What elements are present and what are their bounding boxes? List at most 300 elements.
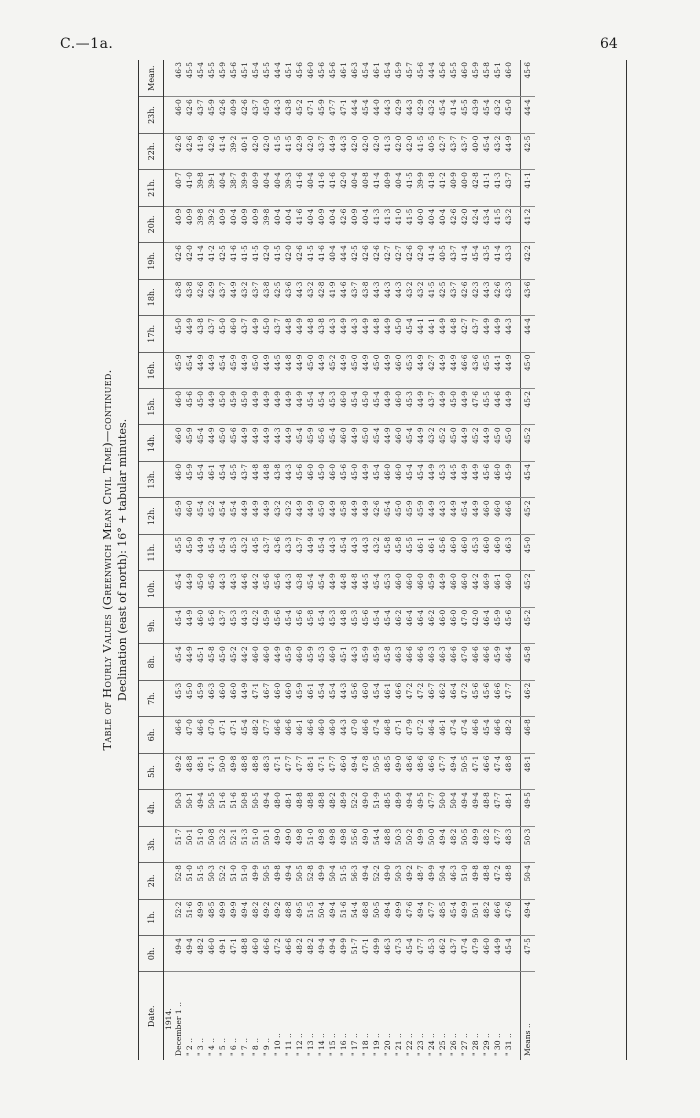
column-header: 21h. <box>139 170 164 206</box>
table-cell: 45·2 <box>327 352 338 388</box>
table-cell: 45·5 <box>228 461 239 497</box>
table-cell: 45·9 <box>371 644 382 680</box>
table-cell: 50·5 <box>459 826 470 862</box>
table-cell: 54·4 <box>371 826 382 862</box>
table-cell: 44·9 <box>415 425 426 461</box>
table-cell: 45·4 <box>217 352 228 388</box>
table-cell: 51·0 <box>305 826 316 862</box>
table-cell: 41·2 <box>437 170 448 206</box>
table-cell: 44·3 <box>272 425 283 461</box>
table-cell: 46·6 <box>481 753 492 789</box>
table-cell: 42·9 <box>393 97 404 133</box>
table-cell: 45·8 <box>206 644 217 680</box>
table-cell: 47·0 <box>459 607 470 643</box>
table-row <box>283 60 294 1060</box>
table-cell: 49·9 <box>426 863 437 899</box>
table-cell: 45·0 <box>217 316 228 352</box>
table-cell: 43·2 <box>305 279 316 315</box>
table-cell: 44·3 <box>349 534 360 570</box>
table-cell: 44·9 <box>382 316 393 352</box>
table-row <box>459 60 470 1060</box>
table-cell: 45·5 <box>206 60 217 97</box>
table-row <box>448 60 459 1060</box>
table-cell: 46·0 <box>415 571 426 607</box>
table-cell: 42·6 <box>217 97 228 133</box>
table-cell: 49·9 <box>459 899 470 935</box>
table-cell: 45·0 <box>195 571 206 607</box>
table-cell: 44·9 <box>294 352 305 388</box>
table-cell: 49·0 <box>360 826 371 862</box>
empty-cell <box>164 461 174 497</box>
table-cell: 46·6 <box>261 936 272 972</box>
table-cell: 44·9 <box>283 388 294 424</box>
table-cell: 42·6 <box>294 243 305 279</box>
table-cell: 44·3 <box>360 534 371 570</box>
table-row <box>206 60 217 1060</box>
table-cell: 45·3 <box>404 352 415 388</box>
table-cell: 50·4 <box>316 899 327 935</box>
table-cell: 48·8 <box>382 826 393 862</box>
table-cell: 43·7 <box>316 133 327 169</box>
table-cell: 47·7 <box>261 717 272 753</box>
table-cell: 42·6 <box>360 243 371 279</box>
table-cell: 44·9 <box>360 498 371 534</box>
table-cell: 46·6 <box>283 717 294 753</box>
table-row <box>184 60 195 1060</box>
table-cell: 43·2 <box>239 534 250 570</box>
table-cell: 45·5 <box>261 60 272 97</box>
table-cell: 45·3 <box>173 680 184 716</box>
table-cell: 50·8 <box>239 790 250 826</box>
table-cell: 44·9 <box>349 425 360 461</box>
table-cell: 45·1 <box>492 60 503 97</box>
table-cell: 44·9 <box>239 680 250 716</box>
table-cell: 42·0 <box>470 607 481 643</box>
table-cell: 49·0 <box>272 826 283 862</box>
table-cell: 48·8 <box>316 790 327 826</box>
table-cell: 50·1 <box>184 790 195 826</box>
table-cell: 48·2 <box>327 790 338 826</box>
table-cell: 44·9 <box>360 461 371 497</box>
row-date-label: " 25 .. <box>438 1033 447 1056</box>
table-cell: 43·7 <box>250 279 261 315</box>
row-date-label: " 19 .. <box>372 1033 381 1056</box>
table-cell: 42·0 <box>184 243 195 279</box>
table-cell: 49·8 <box>338 826 349 862</box>
table-cell: 46·0 <box>173 388 184 424</box>
column-header: 1h. <box>139 899 164 935</box>
table-cell: 45·4 <box>415 461 426 497</box>
table-cell: 45·4 <box>481 717 492 753</box>
column-header: 10h. <box>139 571 164 607</box>
table-cell: 44·9 <box>492 936 503 972</box>
table-cell: 44·9 <box>250 425 261 461</box>
table-cell: 50·1 <box>261 826 272 862</box>
table-cell: 46·6 <box>503 498 514 534</box>
table-cell: 45·4 <box>184 352 195 388</box>
table-cell: 52·1 <box>228 826 239 862</box>
table-cell: 45·9 <box>492 644 503 680</box>
table-cell: 46·4 <box>503 644 514 680</box>
table-cell: 46·7 <box>261 680 272 716</box>
table-cell: 45·0 <box>521 534 536 570</box>
table-cell: 50·4 <box>437 863 448 899</box>
table-cell: 42·7 <box>382 243 393 279</box>
table-cell: 43·6 <box>272 534 283 570</box>
table-cell: 42·6 <box>184 133 195 169</box>
table-cell: 42·6 <box>173 133 184 169</box>
table-cell: 46·6 <box>470 717 481 753</box>
column-header: 7h. <box>139 680 164 716</box>
table-cell: 46·0 <box>459 60 470 97</box>
table-cell: 40·4 <box>305 170 316 206</box>
table-cell: 49·5 <box>294 899 305 935</box>
table-cell: 44·9 <box>426 498 437 534</box>
hourly-values-table <box>139 60 535 1060</box>
column-header: 19h. <box>139 243 164 279</box>
table-cell: 45·2 <box>521 388 536 424</box>
table-row <box>393 60 404 1060</box>
table-cell: 46·6 <box>459 352 470 388</box>
table-cell: 45·9 <box>415 498 426 534</box>
empty-cell <box>164 534 174 570</box>
table-cell: 45·2 <box>470 425 481 461</box>
table-cell: 40·5 <box>437 243 448 279</box>
table-cell: 41·5 <box>250 243 261 279</box>
table-cell: 49·9 <box>371 936 382 972</box>
table-cell: 46·3 <box>382 936 393 972</box>
table-cell: 44·3 <box>481 279 492 315</box>
table-cell: 41·4 <box>371 170 382 206</box>
table-cell: 47·7 <box>426 899 437 935</box>
table-cell: 47·3 <box>393 936 404 972</box>
table-cell: 47·1 <box>217 717 228 753</box>
table-cell: 45·4 <box>404 461 415 497</box>
empty-cell <box>164 425 174 461</box>
table-cell: 41·5 <box>283 133 294 169</box>
table-cell: 49·4 <box>327 899 338 935</box>
row-date-label: " 4 .. <box>207 1038 216 1056</box>
table-cell: 45·6 <box>437 534 448 570</box>
table-cell: 40·4 <box>305 206 316 242</box>
table-cell: 49·4 <box>184 936 195 972</box>
table-cell: 47·7 <box>492 790 503 826</box>
table-cell: 45·4 <box>294 425 305 461</box>
table-cell: 44·5 <box>360 571 371 607</box>
table-cell: 45·4 <box>283 607 294 643</box>
table-cell: 46·4 <box>404 607 415 643</box>
table-cell: 43·8 <box>272 461 283 497</box>
table-cell: 45·9 <box>184 425 195 461</box>
table-cell: 49·5 <box>521 790 536 826</box>
table-cell: 43·6 <box>521 279 536 315</box>
table-cell: 39·2 <box>206 206 217 242</box>
table-cell: 42·0 <box>415 243 426 279</box>
table-cell: 44·3 <box>437 498 448 534</box>
table-row <box>382 60 393 1060</box>
table-cell: 46·0 <box>173 97 184 133</box>
table-cell: 49·2 <box>261 899 272 935</box>
table-cell: 48·8 <box>283 899 294 935</box>
table-cell: 43·3 <box>503 243 514 279</box>
table-cell: 45·5 <box>459 97 470 133</box>
table-cell: 45·3 <box>382 571 393 607</box>
table-cell: 47·9 <box>470 936 481 972</box>
table-cell: 47·7 <box>294 753 305 789</box>
table-cell: 44·9 <box>206 388 217 424</box>
table-cell: 46·0 <box>217 680 228 716</box>
row-date-label: " 22 .. <box>405 1033 414 1056</box>
table-cell: 44·6 <box>338 279 349 315</box>
table-cell: 45·6 <box>206 607 217 643</box>
column-header: 9h. <box>139 607 164 643</box>
table-cell: 47·2 <box>492 863 503 899</box>
table-cell: 46·1 <box>437 717 448 753</box>
column-header: 4h. <box>139 790 164 826</box>
table-cell: 51·9 <box>371 790 382 826</box>
table-cell: 45·9 <box>393 60 404 97</box>
table-cell: 46·3 <box>426 644 437 680</box>
table-cell: 41·2 <box>521 206 536 242</box>
table-cell: 44·9 <box>503 133 514 169</box>
table-cell: 43·2 <box>371 534 382 570</box>
table-cell: 43·2 <box>239 279 250 315</box>
table-cell: 42·0 <box>261 133 272 169</box>
table-cell: 41·5 <box>305 243 316 279</box>
empty-cell <box>164 607 174 643</box>
table-cell: 44·2 <box>470 571 481 607</box>
table-cell: 50·3 <box>393 863 404 899</box>
table-cell: 47·0 <box>184 717 195 753</box>
table-cell: 43·7 <box>426 388 437 424</box>
table-cell: 45·8 <box>338 498 349 534</box>
table-cell: 43·8 <box>360 279 371 315</box>
table-cell: 44·8 <box>448 316 459 352</box>
table-cell: 45·7 <box>404 60 415 97</box>
table-cell: 43·2 <box>426 425 437 461</box>
table-cell: 42·5 <box>521 133 536 169</box>
table-cell: 49·4 <box>415 899 426 935</box>
table-cell: 42·7 <box>426 352 437 388</box>
table-cell: 49·4 <box>448 753 459 789</box>
table-cell: 46·2 <box>437 936 448 972</box>
column-header: 5h. <box>139 753 164 789</box>
table-cell: 44·3 <box>239 607 250 643</box>
table-cell: 43·7 <box>250 97 261 133</box>
table-cell: 43·8 <box>173 279 184 315</box>
table-cell: 45·2 <box>521 425 536 461</box>
table-cell: 44·3 <box>393 279 404 315</box>
table-cell: 45·4 <box>173 644 184 680</box>
empty-cell <box>164 206 174 242</box>
table-cell: 51·3 <box>239 826 250 862</box>
table-cell: 45·1 <box>283 60 294 97</box>
table-cell: 43·2 <box>283 498 294 534</box>
table-cell: 44·8 <box>305 316 316 352</box>
table-cell: 42·6 <box>338 206 349 242</box>
table-cell: 44·4 <box>349 97 360 133</box>
table-cell: 44·9 <box>261 425 272 461</box>
table-cell: 45·4 <box>173 571 184 607</box>
table-cell: 45·3 <box>327 388 338 424</box>
table-cell: 45·6 <box>327 60 338 97</box>
table-cell: 50·5 <box>261 863 272 899</box>
table-cell: 46·0 <box>294 644 305 680</box>
table-cell: 44·8 <box>283 316 294 352</box>
table-cell: 45·5 <box>173 534 184 570</box>
table-cell: 50·5 <box>250 790 261 826</box>
table-cell: 43·7 <box>448 133 459 169</box>
table-cell: 44·9 <box>382 425 393 461</box>
row-date-label: " 10 .. <box>273 1033 282 1056</box>
table-cell: 41·4 <box>426 243 437 279</box>
table-cell: 49·9 <box>217 899 228 935</box>
table-cell: 46·3 <box>173 60 184 97</box>
year-row <box>164 60 174 1060</box>
table-cell: 40·4 <box>283 206 294 242</box>
table-cell: 46·6 <box>305 717 316 753</box>
table-cell: 45·6 <box>415 60 426 97</box>
table-cell: 48·2 <box>503 717 514 753</box>
table-cell: 43·7 <box>261 534 272 570</box>
table-cell: 45·9 <box>492 607 503 643</box>
table-cell: 44·9 <box>503 388 514 424</box>
table-cell: 47·1 <box>272 753 283 789</box>
table-cell: 44·3 <box>382 97 393 133</box>
table-cell: 48·8 <box>503 753 514 789</box>
table-cell: 45·4 <box>404 316 415 352</box>
table-cell: 40·1 <box>239 133 250 169</box>
table-cell: 47·1 <box>250 680 261 716</box>
table-cell: 47·7 <box>492 826 503 862</box>
table-cell: 44·9 <box>492 316 503 352</box>
table-cell: 40·9 <box>173 206 184 242</box>
table-cell: 47·2 <box>272 936 283 972</box>
column-header: 12h. <box>139 498 164 534</box>
table-cell: 42·8 <box>316 279 327 315</box>
table-cell: 45·4 <box>195 498 206 534</box>
table-cell: 49·9 <box>228 899 239 935</box>
table-cell: 45·4 <box>349 388 360 424</box>
table-cell: 51·7 <box>349 936 360 972</box>
table-cell: 45·6 <box>184 388 195 424</box>
empty-cell <box>164 316 174 352</box>
column-header: 11h. <box>139 534 164 570</box>
table-cell: 44·9 <box>338 316 349 352</box>
table-cell: 47·7 <box>503 680 514 716</box>
table-cell: 45·4 <box>371 680 382 716</box>
table-cell: 45·8 <box>521 644 536 680</box>
row-date-label: " 2 .. <box>185 1038 194 1056</box>
table-cell: 45·5 <box>184 60 195 97</box>
table-cell: 44·9 <box>250 316 261 352</box>
table-cell: 45·6 <box>470 680 481 716</box>
table-cell: 45·8 <box>393 534 404 570</box>
table-cell: 40·9 <box>250 170 261 206</box>
row-date-label: " 8 .. <box>251 1038 260 1056</box>
table-cell: 46·1 <box>305 680 316 716</box>
table-row <box>481 60 492 1060</box>
table-cell: 44·9 <box>272 644 283 680</box>
table-cell: 45·4 <box>371 388 382 424</box>
table-cell: 44·3 <box>404 97 415 133</box>
table-cell: 43·2 <box>415 279 426 315</box>
table-cell: 44·3 <box>338 133 349 169</box>
table-cell: 49·0 <box>382 863 393 899</box>
table-cell: 45·4 <box>459 498 470 534</box>
table-cell: 45·5 <box>448 60 459 97</box>
table-cell: 46·0 <box>503 60 514 97</box>
table-cell: 46·0 <box>338 425 349 461</box>
table-cell: 45·0 <box>195 388 206 424</box>
table-cell: 43·7 <box>239 316 250 352</box>
table-cell: 40·4 <box>360 206 371 242</box>
table-cell: 49·4 <box>173 936 184 972</box>
table-cell: 46·3 <box>206 680 217 716</box>
table-cell: 44·9 <box>415 352 426 388</box>
empty-cell <box>164 790 174 826</box>
table-cell: 42·7 <box>437 133 448 169</box>
column-header: 14h. <box>139 425 164 461</box>
table-cell: 44·9 <box>459 388 470 424</box>
table-cell: 44·3 <box>283 461 294 497</box>
table-cell: 44·3 <box>382 279 393 315</box>
table-cell: 50·3 <box>173 790 184 826</box>
table-cell: 45·0 <box>448 425 459 461</box>
table-cell: 42·2 <box>250 607 261 643</box>
table-cell: 46·0 <box>327 717 338 753</box>
table-cell: 44·9 <box>294 316 305 352</box>
table-row <box>371 60 382 1060</box>
table-cell: 49·9 <box>195 899 206 935</box>
table-cell: 45·3 <box>426 936 437 972</box>
column-header: 6h. <box>139 717 164 753</box>
table-cell: 46·0 <box>250 644 261 680</box>
table-cell: 45·3 <box>437 461 448 497</box>
table-cell: 46·6 <box>283 936 294 972</box>
table-cell: 45·4 <box>217 461 228 497</box>
table-cell: 44·9 <box>261 388 272 424</box>
table-cell: 44·3 <box>272 97 283 133</box>
column-header: 16h. <box>139 352 164 388</box>
table-cell: 46·4 <box>481 607 492 643</box>
row-date-label: " 7 .. <box>240 1038 249 1056</box>
table-cell: 50·3 <box>393 826 404 862</box>
table-cell: 48·3 <box>503 826 514 862</box>
table-cell: 41·6 <box>327 170 338 206</box>
table-cell: 51·0 <box>228 863 239 899</box>
table-cell: 45·9 <box>283 644 294 680</box>
table-cell: 49·4 <box>459 790 470 826</box>
table-cell: 43·2 <box>503 206 514 242</box>
table-cell: 44·3 <box>349 316 360 352</box>
table-cell: 47·7 <box>415 936 426 972</box>
table-cell: 42·3 <box>470 279 481 315</box>
table-cell: 40·4 <box>217 170 228 206</box>
table-cell: 45·6 <box>503 607 514 643</box>
table-cell: 45·4 <box>481 133 492 169</box>
table-cell: 43·8 <box>294 571 305 607</box>
table-cell: 48·9 <box>338 790 349 826</box>
table-cell: 42·9 <box>294 133 305 169</box>
table-row <box>316 60 327 1060</box>
table-cell: 47·1 <box>305 97 316 133</box>
table-cell: 45·0 <box>371 352 382 388</box>
table-cell: 44·9 <box>294 388 305 424</box>
table-cell: 49·1 <box>217 936 228 972</box>
column-header: Mean. <box>139 60 164 97</box>
table-cell: 46·0 <box>327 644 338 680</box>
